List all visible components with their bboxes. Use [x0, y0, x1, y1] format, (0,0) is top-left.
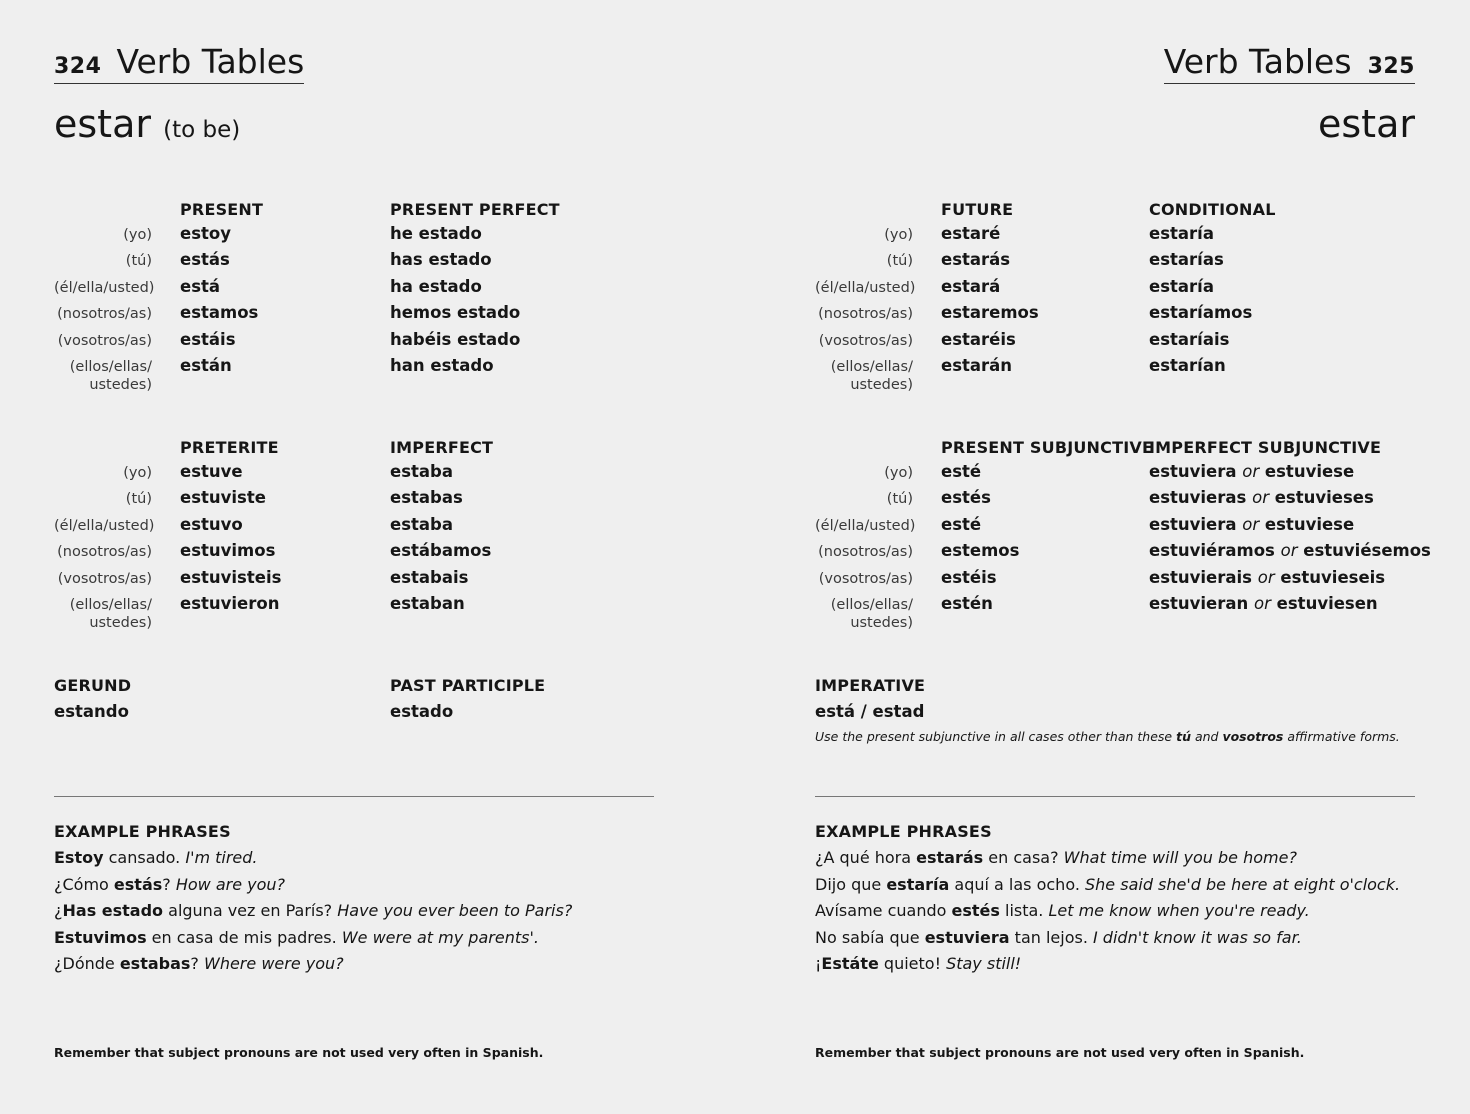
examples-label: EXAMPLE PHRASES: [54, 822, 231, 841]
example-phrase: ¿Has estado alguna vez en París? Have you ever been to Paris?: [54, 901, 573, 920]
table-row: [815, 462, 1439, 488]
footer-note: Remember that subject pronouns are not used very often in Spanish.: [54, 1045, 544, 1060]
verb-form: estará: [941, 276, 1001, 296]
pronoun: (él/ella/usted): [815, 279, 916, 296]
verb-form: estamos: [180, 303, 259, 323]
verb-form: estaban: [390, 593, 465, 613]
verb-form: estuviéramos or estuviésemos: [1149, 541, 1431, 561]
example-phrase: ¿Dónde estabas? Where were you?: [54, 954, 344, 973]
table-row: [815, 541, 1439, 567]
table-row: [54, 250, 680, 276]
verb-form: estáis: [180, 329, 236, 349]
table-row: [815, 250, 1439, 276]
table-row: [54, 303, 680, 329]
verb-form: estaremos: [941, 303, 1039, 323]
verb-form: estaréis: [941, 329, 1016, 349]
gerund-form: estando: [54, 702, 129, 721]
past-participle-section: [390, 676, 545, 721]
example-phrase: No sabía que estuviera tan lejos. I didn't know it was so far.: [815, 927, 1302, 947]
example-phrase: Estuvimos en casa de mis padres. We were at my parents'.: [54, 927, 539, 947]
past-participle-label: PAST PARTICIPLE: [390, 676, 546, 695]
pronoun: (él/ella/usted): [54, 279, 155, 296]
pronoun: (tú): [125, 491, 152, 508]
imperative-note: Use the present subjunctive in all cases other than these tú and vosotros affirmative forms.: [815, 729, 1400, 744]
verb-form: estarían: [1149, 355, 1226, 375]
tense-heading: IMPERFECT: [390, 438, 494, 457]
example-phrase: ¡Estáte quieto! Stay still!: [815, 954, 1022, 973]
imperative-section: [815, 676, 1400, 744]
table-row: [54, 488, 680, 514]
verb-form: estuvo: [180, 514, 243, 534]
page-number: 325: [1367, 54, 1415, 79]
verb-form: estuviste: [180, 488, 266, 508]
verb-form: estuvisteis: [180, 567, 282, 587]
verb-form: estuve: [180, 462, 243, 481]
imperative-label: IMPERATIVE: [815, 676, 926, 695]
verb-form: estarías: [1149, 250, 1224, 270]
header-title: Verb Tables: [116, 42, 305, 81]
verb-form: estaba: [390, 514, 453, 534]
tense-table-future: [815, 200, 1439, 395]
verb-form: estuviera or estuviese: [1149, 462, 1355, 481]
tense-heading: PRESENT: [180, 200, 264, 219]
verb-form: están: [180, 355, 232, 375]
example-phrase: Dijo que estaría aquí a las ocho. She said she'd be here at eight o'clock.: [815, 874, 1401, 894]
verb-form: estábamos: [390, 541, 492, 561]
table-row: [54, 594, 680, 633]
verb-form: han estado: [390, 355, 494, 375]
verb-form: estaría: [1149, 224, 1214, 243]
gerund-section: [54, 676, 131, 721]
imperative-form: está / estad: [815, 702, 925, 721]
pronoun: (ellos/ellas/ ustedes): [830, 596, 913, 632]
verb-form: estuviera or estuviese: [1149, 514, 1355, 534]
pronoun: (ellos/ellas/ ustedes): [69, 358, 152, 394]
tense-heading: CONDITIONAL: [1149, 200, 1276, 219]
verb-form: estéis: [941, 567, 997, 587]
table-row: [815, 277, 1439, 303]
pronoun: (tú): [886, 491, 913, 508]
pronoun: (tú): [886, 253, 913, 270]
table-row: [815, 568, 1439, 594]
example-phrase: Avísame cuando estés lista. Let me know when you're ready.: [815, 901, 1310, 920]
tense-table-subjunctive: [815, 438, 1439, 633]
gerund-label: GERUND: [54, 676, 132, 695]
tense-table-preterite: [54, 438, 680, 633]
pronoun: (vosotros/as): [57, 332, 152, 349]
pronoun: (yo): [123, 227, 152, 243]
verb-form: estabas: [390, 488, 463, 508]
table-row: [815, 224, 1439, 250]
pronoun: (tú): [125, 253, 152, 270]
verb-form: estén: [941, 593, 993, 613]
example-phrase: Estoy cansado. I'm tired.: [54, 848, 258, 867]
verb-infinitive: estar: [1318, 102, 1415, 146]
verb-form: estuvimos: [180, 541, 276, 561]
example-phrase: ¿A qué hora estarás en casa? What time will you be home?: [815, 848, 1297, 867]
table-row: [815, 330, 1439, 356]
verb-form: estuvieron: [180, 593, 280, 613]
verb-form: estás: [180, 250, 230, 270]
verb-form: estabais: [390, 567, 469, 587]
divider: [815, 796, 1415, 797]
divider: [54, 796, 654, 797]
tense-heading: PRETERITE: [180, 438, 279, 457]
table-row: [54, 356, 680, 395]
pronoun: (yo): [884, 227, 913, 243]
example-phrase: ¿Cómo estás? How are you?: [54, 874, 286, 894]
footer-note: Remember that subject pronouns are not used very often in Spanish.: [815, 1045, 1305, 1060]
verb-form: estaríais: [1149, 329, 1230, 349]
verb-form: he estado: [390, 224, 482, 243]
pronoun: (nosotros/as): [818, 544, 913, 561]
verb-title: [54, 102, 240, 146]
verb-form: está: [180, 276, 221, 296]
table-row: [54, 224, 680, 250]
pronoun: (ellos/ellas/ ustedes): [830, 358, 913, 394]
pronoun: (nosotros/as): [57, 306, 152, 323]
pronoun: (nosotros/as): [818, 306, 913, 323]
verb-form: estemos: [941, 541, 1020, 561]
verb-form: habéis estado: [390, 329, 521, 349]
right-page: [735, 0, 1470, 1114]
verb-form: ha estado: [390, 276, 482, 296]
table-row: [54, 277, 680, 303]
verb-form: estarás: [941, 250, 1011, 270]
table-row: [815, 488, 1439, 514]
tense-heading: PRESENT SUBJUNCTIVE: [941, 438, 1154, 457]
pronoun: (nosotros/as): [57, 544, 152, 561]
verb-form: esté: [941, 514, 982, 534]
pronoun: (vosotros/as): [818, 570, 913, 587]
table-row: [54, 462, 680, 488]
pronoun: (él/ella/usted): [54, 517, 155, 534]
pronoun: (vosotros/as): [818, 332, 913, 349]
verb-form: estaríamos: [1149, 303, 1253, 323]
verb-form: estés: [941, 488, 991, 508]
page-number: 324: [54, 54, 102, 79]
page-header: [54, 42, 304, 84]
verb-infinitive: estar: [54, 102, 151, 146]
verb-form: estaría: [1149, 276, 1214, 296]
verb-form: estarán: [941, 355, 1013, 375]
table-row: [54, 568, 680, 594]
verb-form: has estado: [390, 250, 492, 270]
header-title: Verb Tables: [1163, 42, 1352, 81]
verb-form: estuvieran or estuviesen: [1149, 593, 1378, 613]
verb-form: esté: [941, 462, 982, 481]
table-row: [815, 356, 1439, 395]
example-phrases: [815, 822, 1400, 981]
verb-form: estuvieras or estuvieses: [1149, 488, 1374, 508]
verb-form: hemos estado: [390, 303, 521, 323]
pronoun: (yo): [884, 465, 913, 481]
table-row: [815, 515, 1439, 541]
verb-form: estaba: [390, 462, 453, 481]
verb-meaning: (to be): [163, 117, 241, 143]
page-header: [1164, 42, 1415, 84]
tense-table-present: [54, 200, 680, 395]
table-row: [54, 515, 680, 541]
table-row: [54, 330, 680, 356]
verb-form: estuvierais or estuvieseis: [1149, 567, 1386, 587]
examples-label: EXAMPLE PHRASES: [815, 822, 992, 841]
table-row: [815, 303, 1439, 329]
pronoun: (ellos/ellas/ ustedes): [69, 596, 152, 632]
verb-form: estaré: [941, 224, 1001, 243]
pronoun: (él/ella/usted): [815, 517, 916, 534]
table-row: [815, 594, 1439, 633]
verb-title: [1318, 102, 1415, 146]
pronoun: (vosotros/as): [57, 570, 152, 587]
verb-form: estoy: [180, 224, 231, 243]
tense-heading: FUTURE: [941, 200, 1014, 219]
past-participle-form: estado: [390, 702, 454, 721]
tense-heading: IMPERFECT SUBJUNCTIVE: [1149, 438, 1382, 457]
example-phrases: [54, 822, 572, 981]
tense-heading: PRESENT PERFECT: [390, 200, 560, 219]
table-row: [54, 541, 680, 567]
pronoun: (yo): [123, 465, 152, 481]
